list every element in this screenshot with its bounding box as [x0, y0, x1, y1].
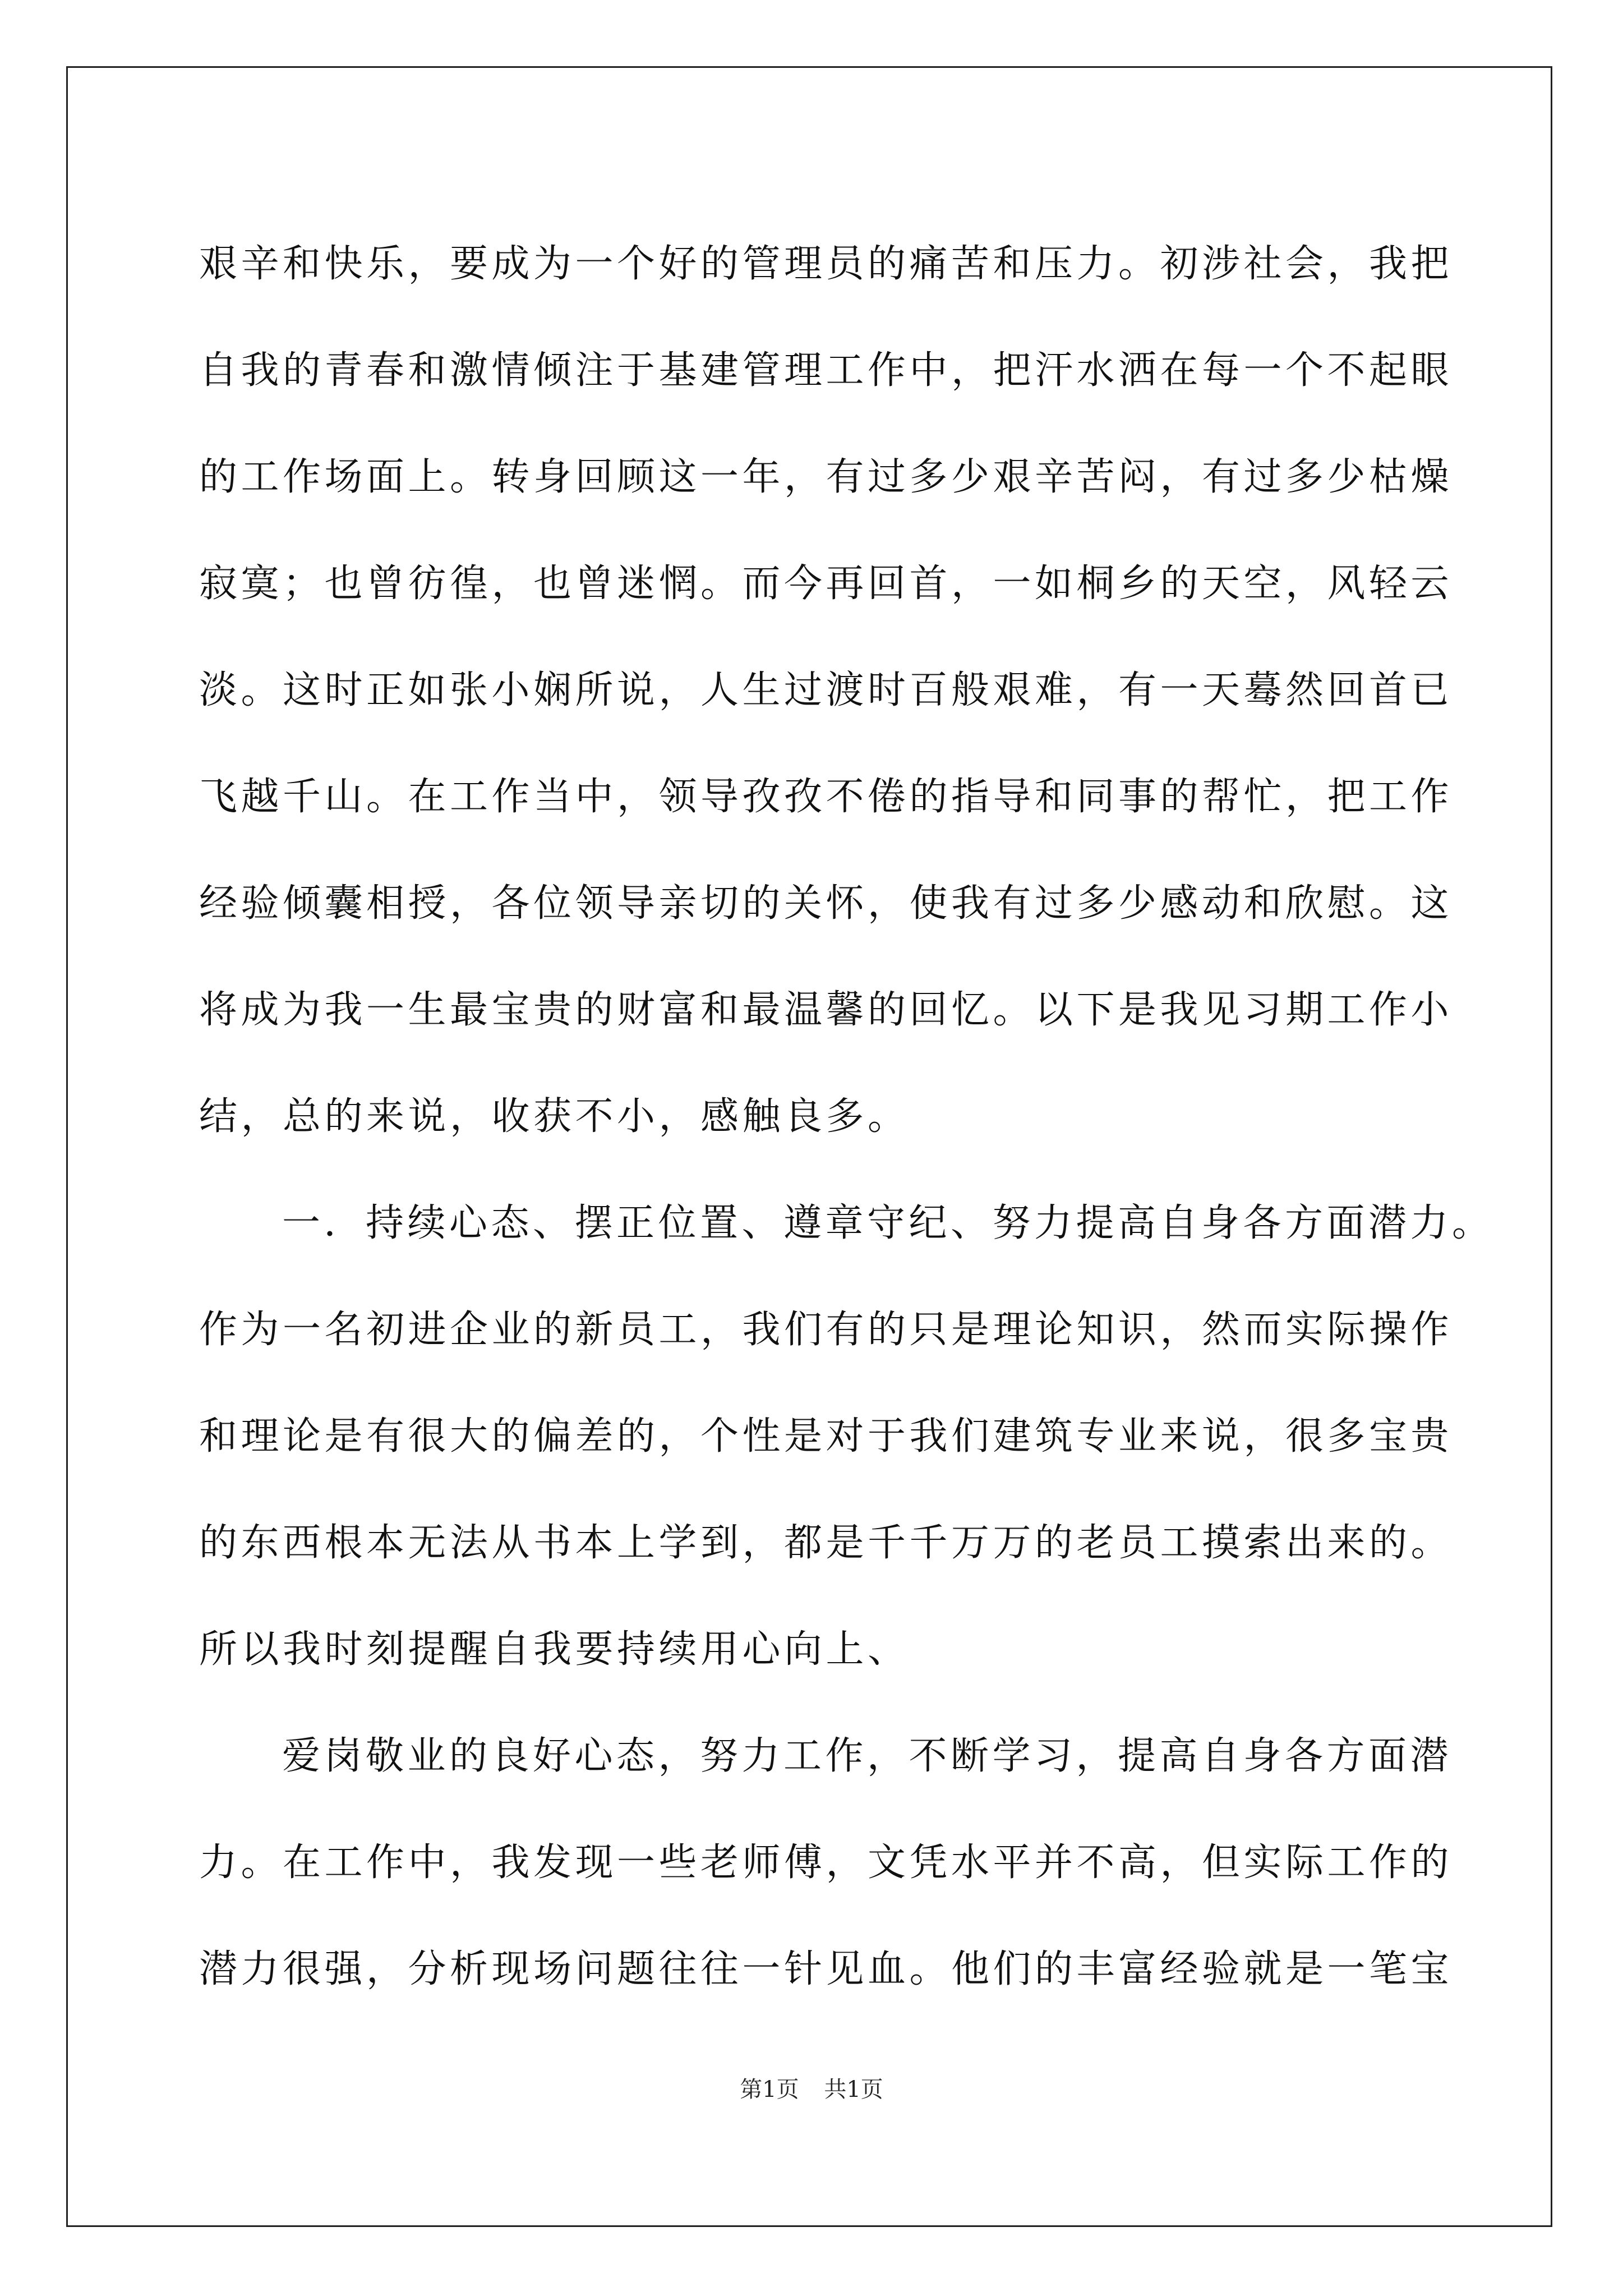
page-total: 共1页 [824, 2077, 883, 2102]
body-line: 的东西根本无法从书本上学到，都是千千万万的老员工摸索出来的。 [199, 1521, 1453, 1565]
body-line: 将成为我一生最宝贵的财富和最温馨的回忆。以下是我见习期工作小 [199, 988, 1453, 1032]
document-body [199, 211, 1494, 2023]
page-footer [0, 2073, 1623, 2106]
body-line: 和理论是有很大的偏差的，个性是对于我们建筑专业来说，很多宝贵 [199, 1414, 1453, 1458]
body-line: 作为一名初进企业的新员工，我们有的只是理论知识，然而实际操作 [199, 1308, 1453, 1352]
body-line: 淡。这时正如张小娴所说，人生过渡时百般艰难，有一天蓦然回首已 [199, 668, 1453, 712]
body-line: 潜力很强，分析现场问题往往一针见血。他们的丰富经验就是一笔宝 [199, 1947, 1453, 1991]
paragraph-start-line: 爱岗敬业的良好心态，努力工作，不断学习，提高自身各方面潜 [282, 1734, 1453, 1778]
body-line: 结，总的来说，收获不小，感触良多。 [199, 1094, 910, 1139]
body-line: 自我的青春和激情倾注于基建管理工作中，把汗水洒在每一个不起眼 [199, 348, 1453, 393]
body-line: 力。在工作中，我发现一些老师傅，文凭水平并不高，但实际工作的 [199, 1841, 1453, 1885]
body-line: 所以我时刻提醒自我要持续用心向上、 [199, 1627, 910, 1672]
page-number: 第1页 [740, 2077, 799, 2102]
body-line: 经验倾囊相授，各位领导亲切的关怀，使我有过多少感动和欣慰。这 [199, 881, 1453, 926]
body-line: 的工作场面上。转身回顾这一年，有过多少艰辛苦闷，有过多少枯燥 [199, 455, 1453, 499]
section-heading-1: 一．持续心态、摆正位置、遵章守纪、努力提高自身各方面潜力。 [282, 1201, 1494, 1245]
body-line: 飞越千山。在工作当中，领导孜孜不倦的指导和同事的帮忙，把工作 [199, 775, 1453, 819]
body-line: 艰辛和快乐，要成为一个好的管理员的痛苦和压力。初涉社会，我把 [199, 242, 1453, 286]
body-line: 寂寞；也曾彷徨，也曾迷惘。而今再回首，一如桐乡的天空，风轻云 [199, 562, 1453, 606]
